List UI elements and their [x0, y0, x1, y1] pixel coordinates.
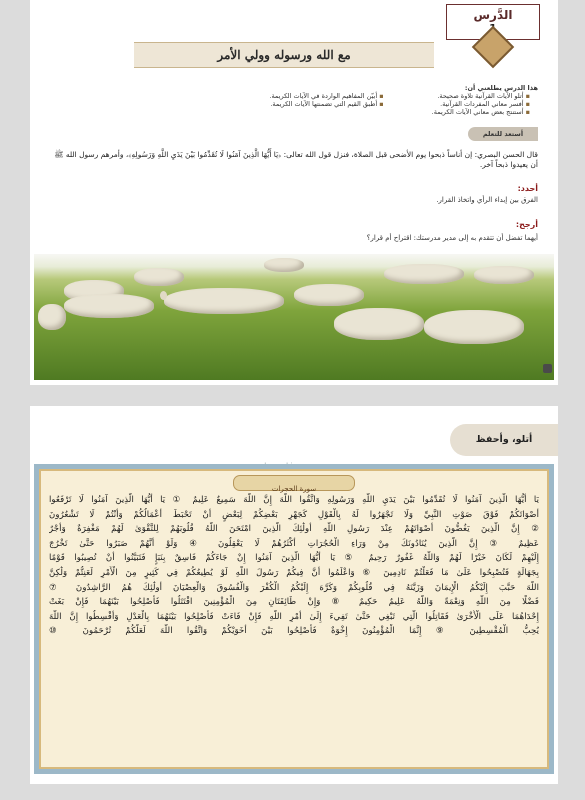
objective-item: ▪ أطبق القيم التي تضمنتها الآيات الكريمة. — [269, 100, 383, 108]
sheep-figure — [384, 264, 464, 284]
verse-line: ② إِنَّ الَّذِينَ يَغُضُّونَ أَصْوَاتَهُمْ عِنْدَ رَسُولِ اللَّهِ أُولَٰئِكَ الَّذِينَ امْتَحَنَ اللَّهُ قُلُوبَهُمْ لِلتَّقْوَىٰ لَهُمْ مَغْفِرَةٌ وَأَجْرٌ — [49, 524, 539, 535]
book-page-top — [30, 0, 558, 385]
verse-line: يُحِبُّ الْمُقْسِطِينَ ⑨ إِنَّمَا الْمُؤْمِنُونَ إِخْوَةٌ فَأَصْلِحُوا بَيْنَ أَخَوَيْكُمْ وَاتَّقُوا اللَّهَ لَعَلَّكُمْ تُرْحَمُونَ ⑩ — [49, 626, 539, 637]
sheep-figure — [474, 266, 534, 284]
objective-item: ▪ أفسر معاني المفردات القرآنية. — [432, 100, 530, 108]
surah-name: سورة الحجرات — [271, 485, 317, 493]
intro-paragraph: قال الحسن البصري: إن أناساً ذبحوا يوم الأضحى قبل الصلاة، فنزل قول الله تعالى: ﴿يَا أَيُّهَا الَّذِينَ آمَنُوا لَا تُقَدِّمُوا بَيْنَ يَدَيِ اللَّهِ وَرَسُولِهِ﴾، وأمرهم رسول الله ﷺ أن يعيدوا ذبحاً آخر. — [54, 150, 538, 169]
sheep-figure — [424, 310, 524, 344]
verse-line: عَظِيمٌ ③ إِنَّ الَّذِينَ يُنَادُونَكَ مِنْ وَرَاءِ الْحُجُرَاتِ أَكْثَرُهُمْ لَا يَعْقِلُونَ ④ وَلَوْ أَنَّهُمْ صَبَرُوا حَتَّىٰ تَخْرُجَ — [49, 538, 539, 549]
sheep-figure — [164, 288, 284, 314]
quran-frame — [34, 464, 554, 774]
book-page-bottom — [30, 406, 558, 784]
prepare-to-learn-tab — [468, 127, 538, 141]
verse-line: إِحْدَاهُمَا عَلَى الْأُخْرَىٰ فَقَاتِلُوا الَّتِي تَبْغِي حَتَّىٰ تَفِيءَ إِلَىٰ أَمْرِ اللَّهِ فَإِنْ فَاءَتْ فَأَصْلِحُوا بَيْنَهُمَا بِالْعَدْلِ وَأَقْسِطُوا إِنَّ اللَّهَ — [49, 611, 539, 622]
lesson-title-band — [134, 42, 434, 68]
recite-memorize-label: أتلو، وأحفظ — [475, 434, 533, 445]
objectives-heading: هذا الدرس يطلعني أن: — [464, 84, 538, 92]
verse-line: فَضْلًا مِنَ اللَّهِ وَنِعْمَةً وَاللَّهُ عَلِيمٌ حَكِيمٌ ⑧ وَإِنْ طَائِفَتَانِ مِنَ الْمُؤْمِنِينَ اقْتَتَلُوا فَأَصْلِحُوا بَيْنَهُمَا فَإِنْ بَغَتْ — [49, 597, 539, 608]
verse-line: اللَّهَ حَبَّبَ إِلَيْكُمُ الْإِيمَانَ وَزَيَّنَهُ فِي قُلُوبِكُمْ وَكَرَّهَ إِلَيْكُمُ الْكُفْرَ وَالْفُسُوقَ وَالْعِصْيَانَ أُولَٰئِكَ هُمُ الرَّاشِدُونَ ⑦ — [49, 582, 539, 593]
sheep-figure — [64, 294, 154, 318]
lesson-title: مع الله ورسوله وولي الأمر — [217, 48, 351, 62]
sheep-figure — [264, 258, 304, 272]
verse-line: إِلَيْهِمْ لَكَانَ خَيْرًا لَهُمْ وَاللَّهُ غَفُورٌ رَحِيمٌ ⑤ يَا أَيُّهَا الَّذِينَ آمَنُوا إِنْ جَاءَكُمْ فَاسِقٌ بِنَبَإٍ فَتَبَيَّنُوا أَنْ تُصِيبُوا قَوْمًا — [49, 553, 539, 564]
verse-line: أَصْوَاتَكُمْ فَوْقَ صَوْتِ النَّبِيِّ وَلَا تَجْهَرُوا لَهُ بِالْقَوْلِ كَجَهْرِ بَعْضِكُمْ لِبَعْضٍ أَنْ تَحْبَطَ أَعْمَالُكُمْ وَأَنْتُمْ لَا تَشْعُرُونَ — [49, 509, 539, 520]
activity-label-determine: أحدد: — [517, 184, 538, 193]
objective-item: ▪ أتلو الآيات القرآنية تلاوة صحيحة. — [432, 92, 530, 100]
objective-item: ▪ أبيّن المفاهيم الواردة في الآيات الكريمة. — [269, 92, 383, 100]
sheep-figure — [334, 308, 424, 340]
sheep-pasture-image — [34, 254, 554, 380]
quran-verses — [49, 493, 539, 761]
objectives-list-right — [432, 92, 538, 116]
activity-text-prefer: أيهما تفضل أن تتقدم به إلى مدير مدرستك: اقتراح أم قرار؟ — [366, 234, 538, 242]
page-corner-icon — [543, 364, 552, 373]
prepare-to-learn-label: أستعد للتعلم — [482, 130, 524, 138]
objective-item: ▪ أستنتج بعض معاني الآيات الكريمة. — [432, 108, 530, 116]
lesson-label: الدَّرس — [473, 8, 513, 22]
verse-line: بِجَهَالَةٍ فَتُصْبِحُوا عَلَىٰ مَا فَعَلْتُمْ نَادِمِينَ ⑥ وَاعْلَمُوا أَنَّ فِيكُمْ رَسُولَ اللَّهِ لَوْ يُطِيعُكُمْ فِي كَثِيرٍ مِنَ الْأَمْرِ لَعَنِتُّمْ وَلَٰكِنَّ — [49, 567, 539, 578]
activity-text-determine: الفرق بين إبداء الرأي واتخاذ القرار. — [436, 196, 538, 204]
quran-page — [39, 469, 549, 769]
sheep-figure — [38, 304, 66, 330]
lesson-objectives — [70, 84, 538, 116]
verse-line: يَا أَيُّهَا الَّذِينَ آمَنُوا لَا تُقَدِّمُوا بَيْنَ يَدَيِ اللَّهِ وَرَسُولِهِ وَاتَّقُوا اللَّهَ إِنَّ اللَّهَ سَمِيعٌ عَلِيمٌ ① يَا أَيُّهَا الَّذِينَ آمَنُوا لَا تَرْفَعُوا — [49, 495, 539, 505]
objectives-list-left — [269, 92, 391, 116]
surah-header — [233, 475, 355, 491]
recite-memorize-tab — [450, 424, 558, 456]
sheep-figure — [134, 268, 184, 286]
activity-label-prefer: أرجح: — [515, 220, 538, 229]
sheep-figure — [294, 284, 364, 306]
